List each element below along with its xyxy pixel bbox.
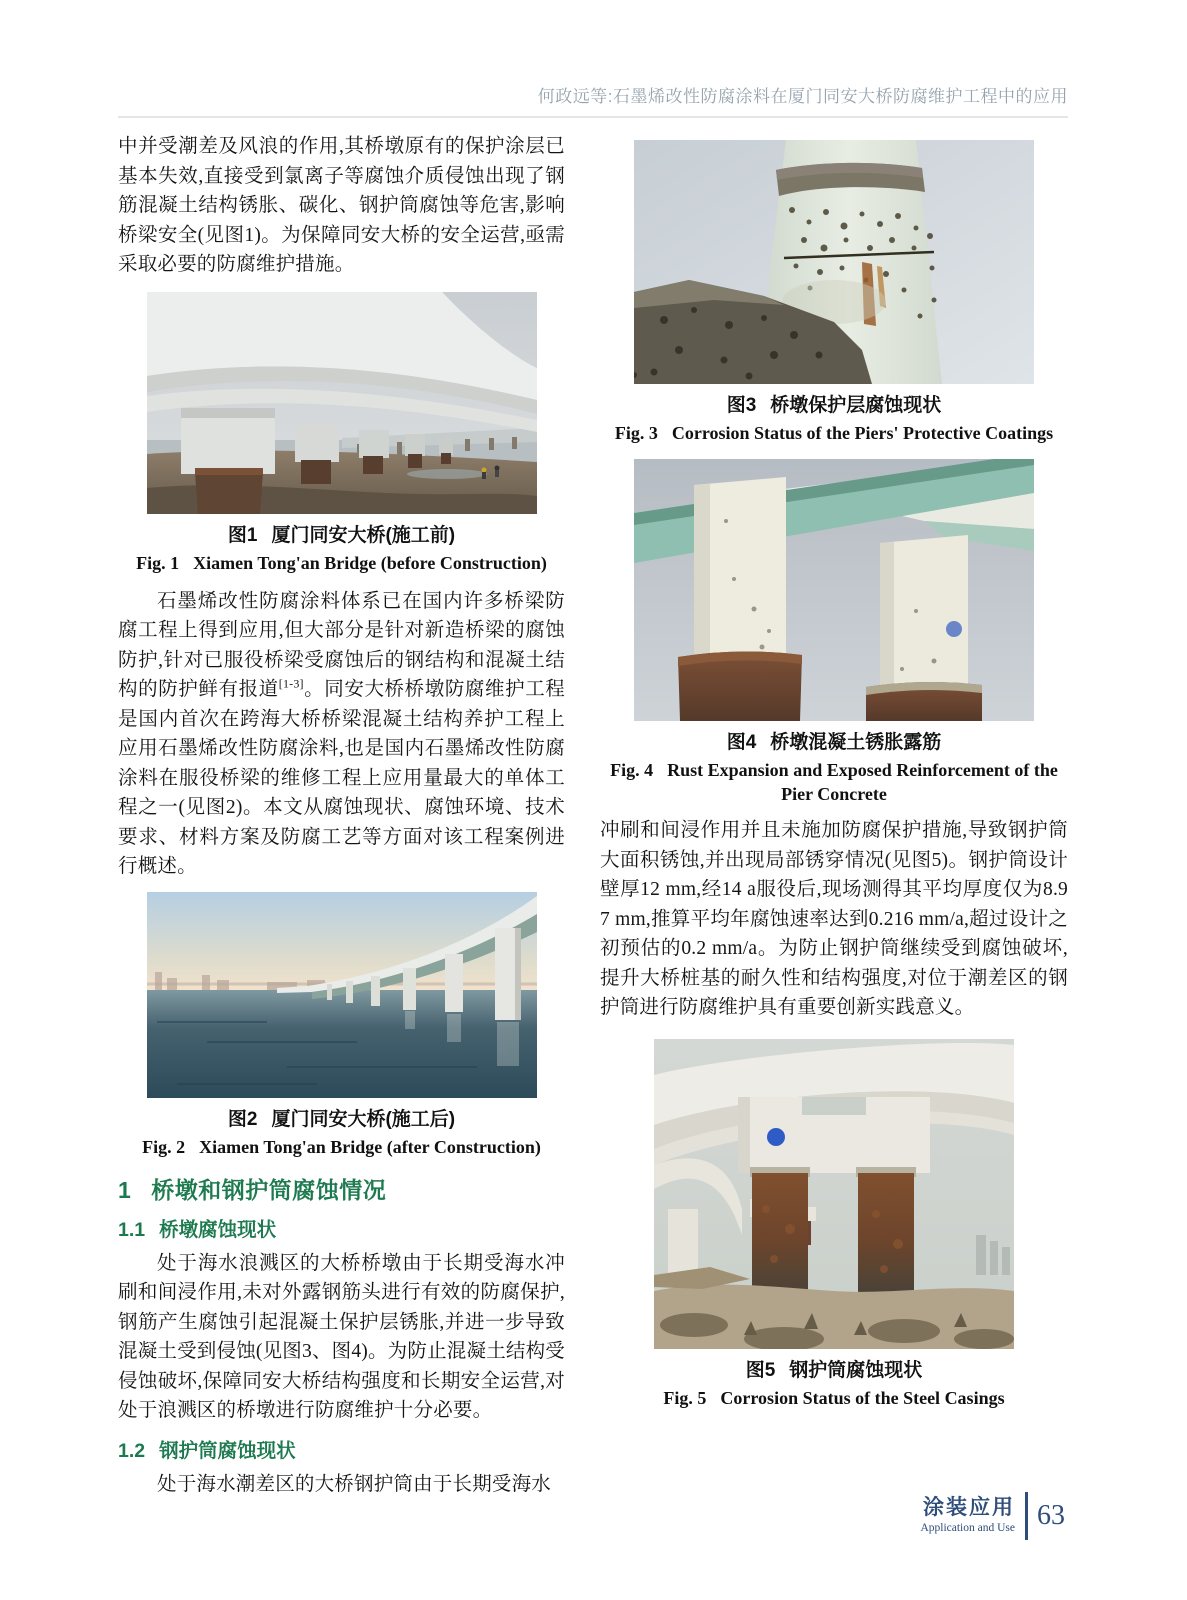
figure-2 <box>118 892 565 1159</box>
figure-1 <box>118 292 565 575</box>
section-1-2-number: 1.2 <box>118 1439 146 1462</box>
figure-4-photo <box>634 459 1034 721</box>
figure-1-title-en: Xiamen Tong'an Bridge (before Construction) <box>193 552 547 573</box>
figure-5-label-cn: 图5 <box>745 1359 776 1381</box>
paragraph-1-2-start: 处于海水潮差区的大桥钢护筒由于长期受海水 <box>157 1473 552 1495</box>
figure-5 <box>600 1039 1068 1410</box>
rust-expansion-photo <box>634 459 1034 721</box>
sea <box>147 990 537 1098</box>
section-1-heading <box>118 1175 565 1205</box>
footer-section-labels <box>920 1496 1015 1536</box>
section-1-1-title: 桥墩腐蚀现状 <box>159 1218 277 1241</box>
figure-4-label-en: Fig. 4 <box>610 760 654 780</box>
bridge-before-construction-photo <box>147 292 537 514</box>
figure-5-caption-cn <box>600 1357 1068 1384</box>
figure-5-label-en: Fig. 5 <box>663 1387 707 1408</box>
footer-section-cn: 涂装应用 <box>923 1496 1015 1519</box>
section-1-1-heading <box>118 1217 565 1243</box>
paragraph-1-1: 处于海水浪溅区的大桥桥墩由于长期受海水冲刷和间浸作用,未对外露钢筋头进行有效的防腐保护,钢筋产生腐蚀引起混凝土保护层锈胀,并进一步导致混凝土受到侵蚀(见图3、图4)。为防止混凝土结构受侵蚀破坏,保障同安大桥结构强度和长期安全运营,对处于浪溅区的桥墩进行防腐维护十分必要。 <box>118 1252 565 1421</box>
intro-text-pre: 石墨烯改性防腐涂料体系已在国内许多桥梁防腐工程上得到应用,但大部分是针对新造桥梁的腐蚀防护,针对已服役桥梁受腐蚀后的钢结构和混凝土结构的防护鲜有报道 <box>118 590 565 700</box>
figure-2-title-cn: 厦门同安大桥(施工后) <box>271 1108 456 1130</box>
bridge-after-construction-photo <box>147 892 537 1098</box>
figure-1-label-en: Fig. 1 <box>136 552 180 573</box>
left-column <box>118 126 565 1499</box>
figure-5-photo <box>654 1039 1014 1349</box>
right-column <box>600 126 1068 1499</box>
figure-4-title-en: Rust Expansion and Exposed Reinforcement of the Pier Concrete <box>667 760 1058 804</box>
steel-casing-corrosion-photo <box>654 1039 1014 1349</box>
figure-3 <box>600 140 1068 445</box>
section-1-number: 1 <box>118 1176 132 1203</box>
pier-number-badge <box>767 1128 785 1146</box>
figure-5-title-cn: 钢护筒腐蚀现状 <box>789 1359 923 1381</box>
section-1-1-number: 1.1 <box>118 1218 146 1241</box>
figure-2-photo <box>147 892 537 1098</box>
figure-3-label-cn: 图3 <box>726 395 757 416</box>
pier-coating-corrosion-photo <box>634 140 1034 384</box>
figure-2-caption-en <box>118 1135 565 1159</box>
page-footer <box>920 1492 1065 1540</box>
figure-3-photo <box>634 140 1034 384</box>
section-1-2-title: 钢护筒腐蚀现状 <box>159 1439 296 1462</box>
figure-5-title-en: Corrosion Status of the Steel Casings <box>720 1387 1005 1408</box>
paragraph-continued: 中并受潮差及风浪的作用,其桥墩原有的保护涂层已基本失效,直接受到氯离子等腐蚀介质侵蚀出现了钢筋混凝土结构锈胀、碳化、钢护筒腐蚀等危害,影响桥梁安全(见图1)。为保障同安大桥的安全运营,亟需采取必要的防腐维护措施。 <box>118 136 565 275</box>
running-head <box>118 82 1068 118</box>
figure-3-title-en: Corrosion Status of the Piers' Protective Coatings <box>671 423 1054 443</box>
page-number: 63 <box>1037 1500 1065 1531</box>
figure-1-title-cn: 厦门同安大桥(施工前) <box>271 524 456 546</box>
paragraph-intro <box>118 587 565 882</box>
blue-marker <box>946 621 962 637</box>
figure-3-label-en: Fig. 3 <box>614 423 658 443</box>
intro-text-post: 。同安大桥桥墩防腐维护工程是国内首次在跨海大桥桥梁混凝土结构养护工程上应用石墨烯改性防腐涂料,也是国内石墨烯改性防腐涂料在服役桥梁的维修工程上应用量最大的单体工程之一(见图2)。本文从腐蚀现状、腐蚀环境、技术要求、材料方案及防腐工艺等方面对该工程案例进行概述。 <box>118 679 565 877</box>
figure-1-caption-en <box>118 551 565 575</box>
figure-2-caption-cn <box>118 1106 565 1133</box>
section-1-title: 桥墩和钢护筒腐蚀情况 <box>151 1176 387 1203</box>
figure-4 <box>600 459 1068 806</box>
figure-2-label-en: Fig. 2 <box>142 1136 186 1157</box>
figure-1-photo <box>147 292 537 514</box>
figure-3-title-cn: 桥墩保护层腐蚀现状 <box>770 395 942 416</box>
figure-4-label-cn: 图4 <box>726 732 757 753</box>
content-columns <box>118 126 1068 1499</box>
figure-4-title-cn: 桥墩混凝土锈胀露筋 <box>770 732 942 753</box>
figure-3-caption-en <box>600 421 1068 445</box>
figure-4-caption-en <box>600 758 1068 806</box>
paragraph-1-2-continued: 冲刷和间浸作用并且未施加防腐保护措施,导致钢护筒大面积锈蚀,并出现局部锈穿情况(见图5)。钢护筒设计壁厚12 mm,经14 a服役后,现场测得其平均厚度仅为8.97 mm,推算平均年腐蚀速率达到0.216 mm/a,超过设计之初预估的0.2 mm/a。为防止钢护筒继续受到腐蚀破坏,提升大桥桩基的耐久性和结构强度,对位于潮差区的钢护筒进行防腐维护具有重要创新实践意义。 <box>600 820 1068 1018</box>
footer-section-en: Application and Use <box>920 1522 1015 1534</box>
footer-divider <box>1025 1492 1028 1540</box>
figure-3-caption-cn <box>600 392 1068 419</box>
running-title: 何政远等:石墨烯改性防腐涂料在厦门同安大桥防腐维护工程中的应用 <box>537 87 1068 106</box>
figure-5-caption-en <box>600 1386 1068 1410</box>
citation-ref: [1-3] <box>278 676 304 691</box>
figure-1-label-cn: 图1 <box>227 524 258 546</box>
figure-1-caption-cn <box>118 522 565 549</box>
section-1-2-heading <box>118 1438 565 1464</box>
figure-4-caption-cn <box>600 729 1068 756</box>
figure-2-label-cn: 图2 <box>227 1108 258 1130</box>
figure-2-title-en: Xiamen Tong'an Bridge (after Construction) <box>199 1136 541 1157</box>
